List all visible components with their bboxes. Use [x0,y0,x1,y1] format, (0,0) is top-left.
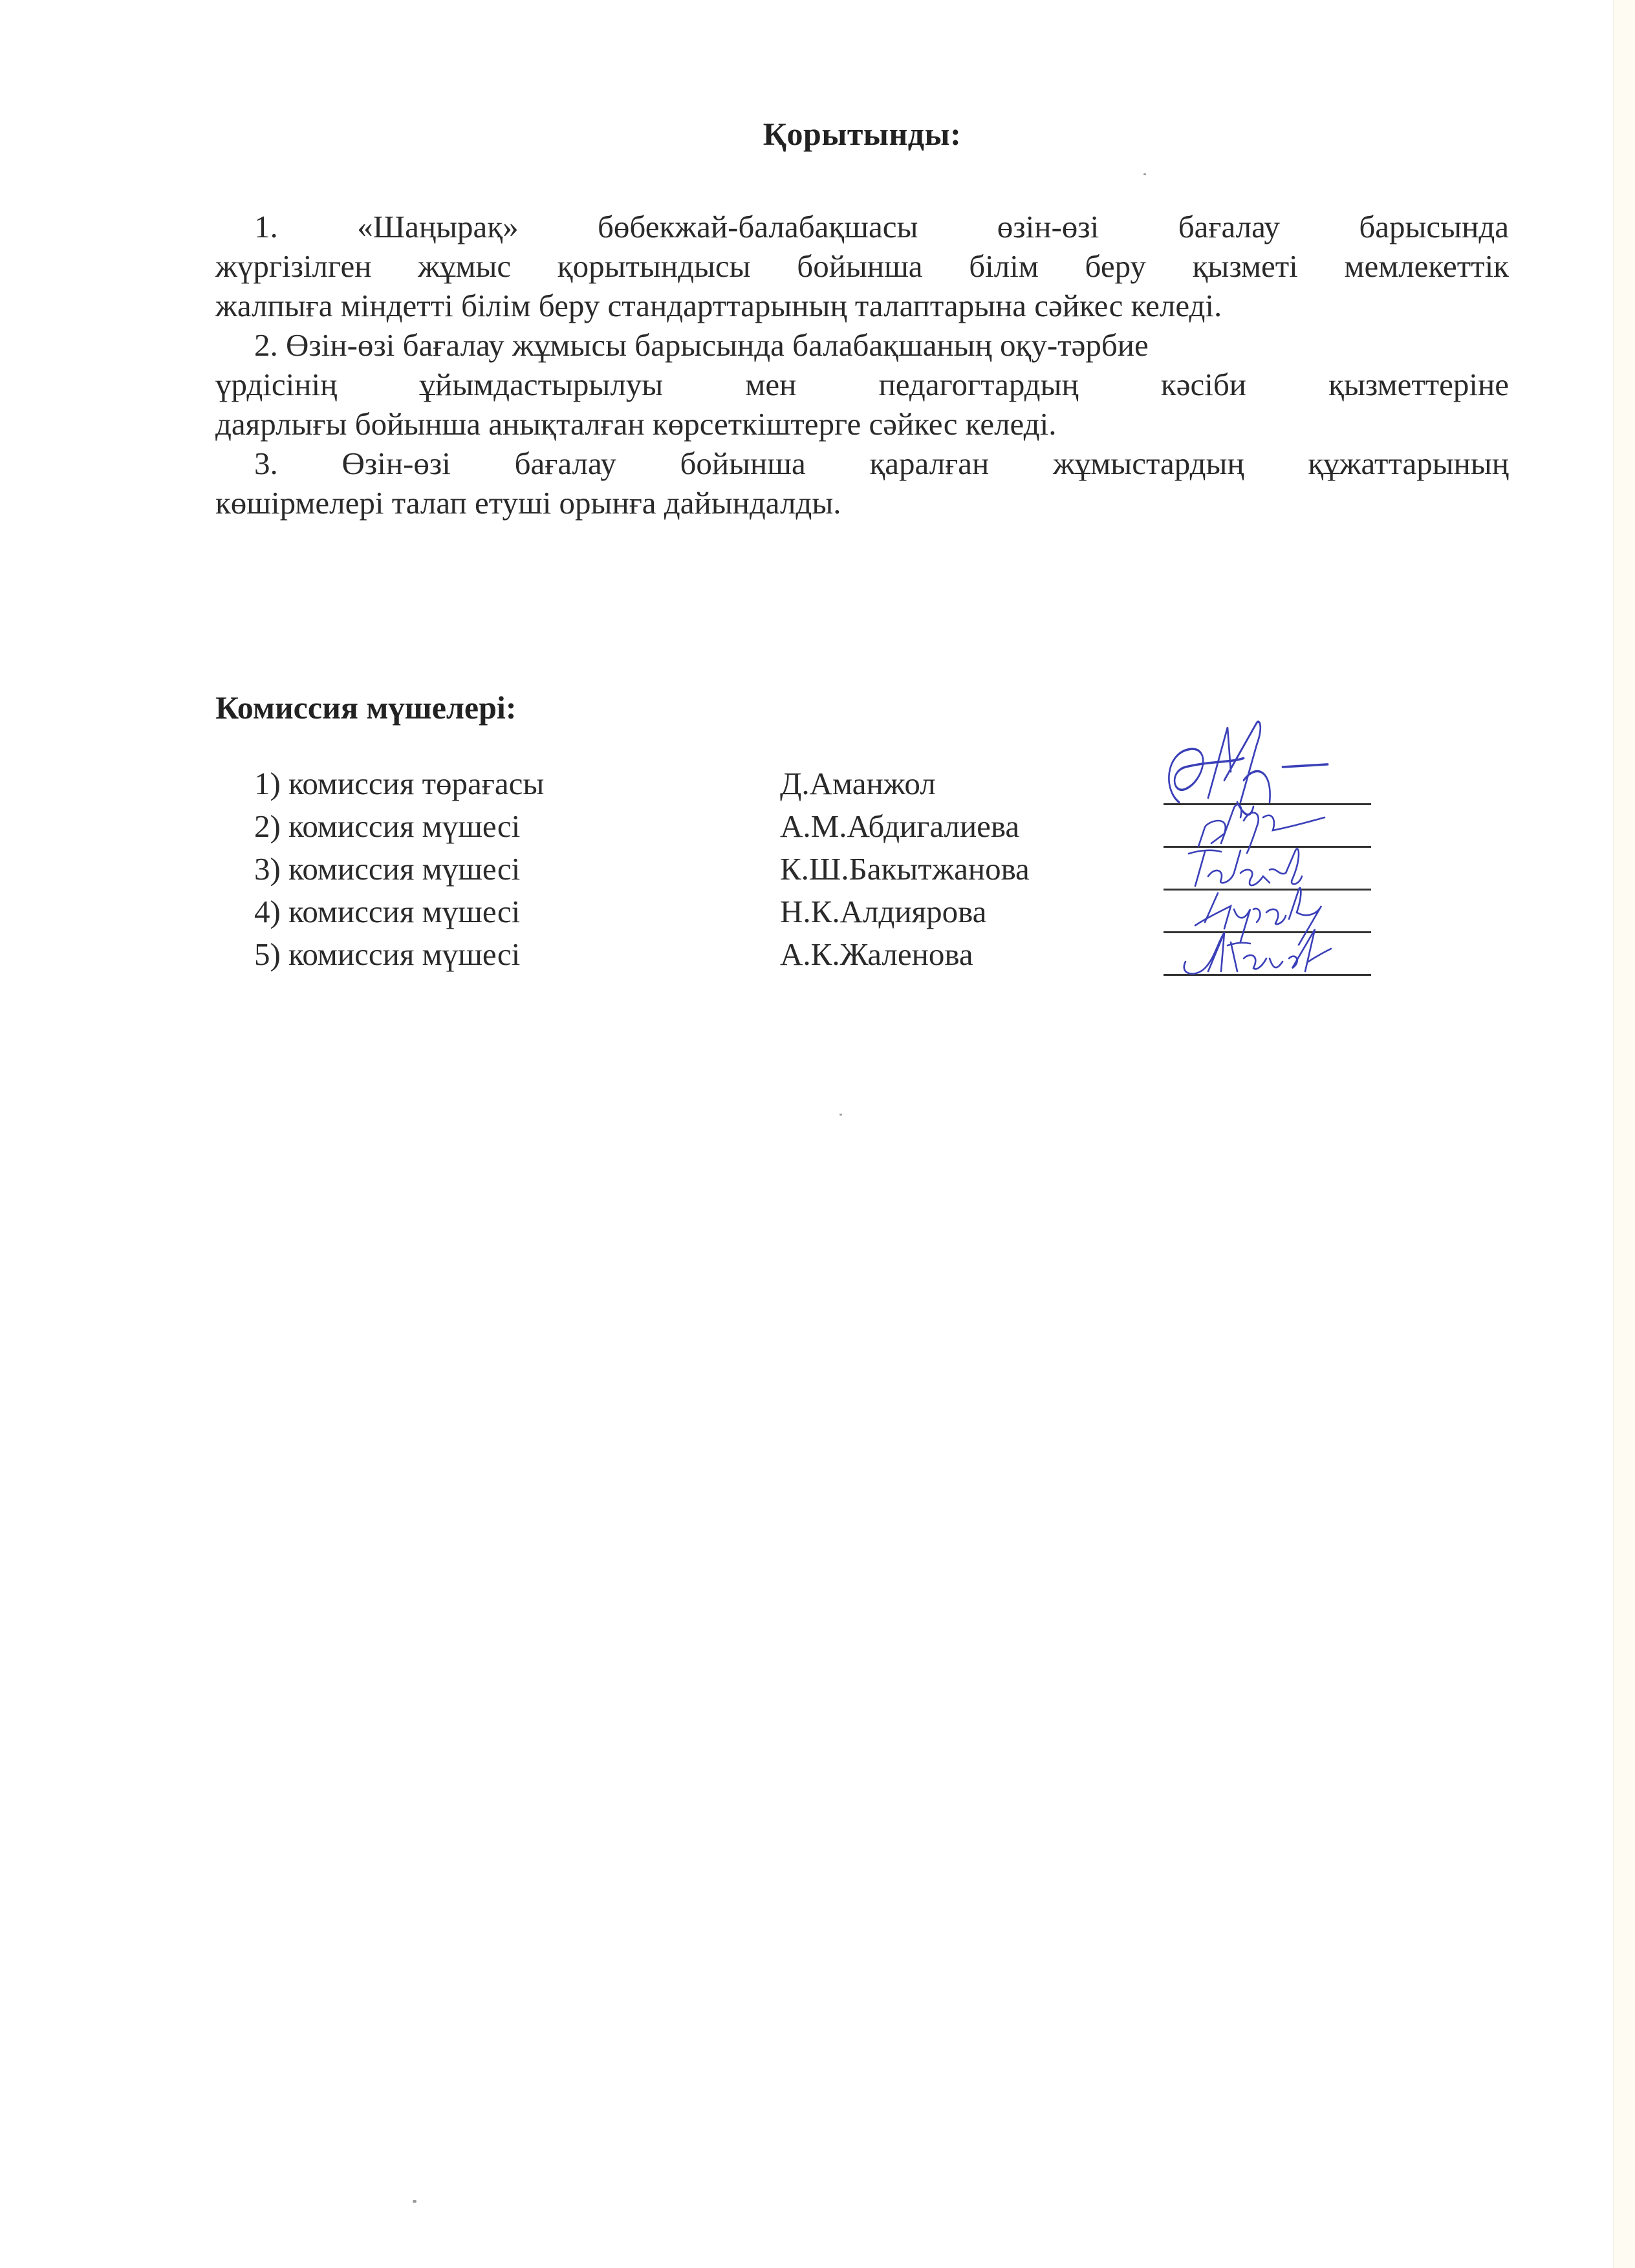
item-line [215,444,1509,483]
member-role: комиссия төрағасы [288,766,545,801]
member-number: 1) [254,766,281,801]
item-text: «Шаңырақ» бөбекжай-балабақшасы өзін-өзі бағалау барысында [357,209,1509,244]
conclusion-item [215,444,1509,523]
item-line [215,325,1509,365]
commission-heading: Комиссия мүшелері: [215,689,517,726]
member-role: комиссия мүшесі [288,936,521,972]
conclusion-item [215,207,1509,325]
scan-speck [1143,173,1146,175]
member-role: комиссия мүшесі [288,894,521,929]
member-number: 2) [254,808,281,844]
item-line: көшірмелері талап етуші орынға дайындалды. [215,485,841,521]
item-line: жалпыға міндетті білім беру стандарттарының талаптарына сәйкес келеді. [215,288,1222,323]
item-number: 3. [254,446,278,481]
item-line [215,207,1509,246]
document-title: Қорытынды: [763,116,962,152]
scan-speck [413,2200,417,2203]
scan-speck [839,1114,842,1116]
conclusion-item [215,325,1509,444]
member-name: Н.К.Алдиярова [780,894,987,929]
commission-members [215,765,1509,978]
member-number: 4) [254,894,281,929]
member-role: комиссия мүшесі [288,851,521,887]
member-number: 3) [254,851,281,887]
item-line: жүргізілген жұмыс қорытындысы бойынша білім беру қызметі мемлекеттік [215,248,1509,284]
member-name: А.М.Абдигалиева [780,808,1020,844]
member-number: 5) [254,936,281,972]
item-text: Өзін-өзі бағалау бойынша қаралған жұмыстардың құжаттарының [341,446,1509,481]
item-number: 2. [254,327,278,363]
signature-zhalenova [1160,910,1373,981]
member-role: комиссия мүшесі [288,808,521,844]
item-text: Өзін-өзі бағалау жұмысы барысында балабақшаның оқу-тәрбие [286,327,1149,363]
member-name: А.К.Жаленова [780,936,973,972]
member-row [215,936,1509,978]
item-line: үрдісінің ұйымдастырылуы мен педагогтардың кәсіби қызметтеріне [215,367,1509,402]
member-name: Д.Аманжол [780,766,936,801]
item-number: 1. [254,209,278,244]
item-line: даярлығы бойынша анықталған көрсеткіштерге сәйкес келеді. [215,406,1057,442]
conclusion-list [215,207,1509,523]
scan-edge-strip [1613,0,1635,2268]
member-name: К.Ш.Бакытжанова [780,851,1030,887]
